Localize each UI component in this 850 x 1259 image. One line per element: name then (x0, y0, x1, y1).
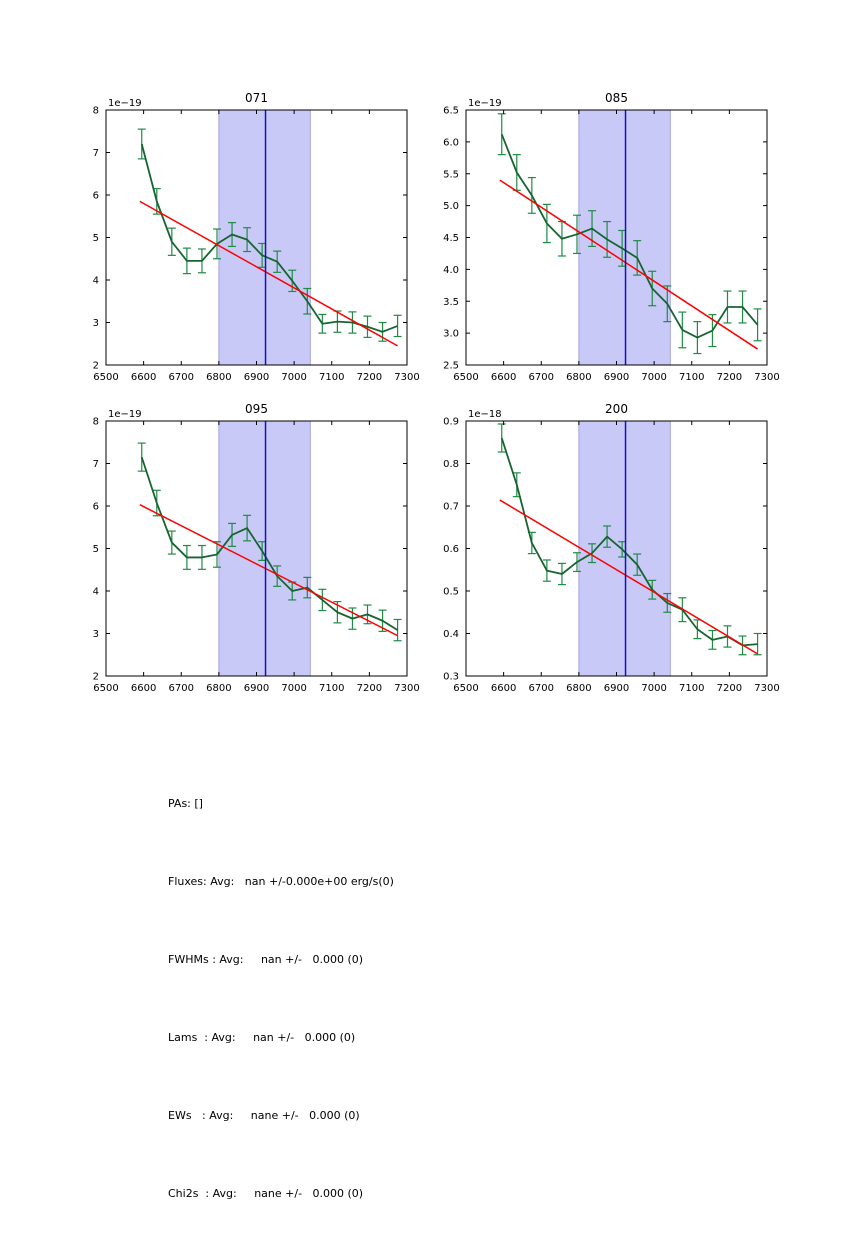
x-tick-label: 6800 (206, 372, 232, 383)
y-tick-label: 4.5 (443, 233, 459, 244)
x-tick-label: 7200 (716, 683, 743, 694)
y-tick-label: 0.9 (443, 416, 459, 428)
y-tick-labels (93, 417, 99, 683)
y-tick-label: 6.0 (443, 137, 459, 149)
x-tick-label: 7300 (754, 683, 780, 694)
stats-ews: EWs : Avg: nane +/- 0.000 (0) (168, 1109, 360, 1122)
y-axis-offset-label: 1e−18 (468, 409, 502, 420)
x-tick-label: 6700 (168, 372, 194, 383)
x-tick-label: 6800 (566, 372, 592, 383)
subplot-title: 200 (605, 402, 628, 416)
x-tick-labels (93, 683, 419, 694)
y-tick-label: 0.8 (443, 459, 459, 470)
y-tick-label: 7 (92, 148, 99, 159)
x-tick-label: 6500 (93, 683, 119, 694)
y-tick-label: 2 (92, 360, 99, 372)
stats-fwhms: FWHMs : Avg: nan +/- 0.000 (0) (168, 953, 364, 966)
y-tick-label: 3 (92, 629, 99, 640)
x-tick-label: 7000 (281, 372, 307, 383)
y-tick-labels (93, 106, 99, 372)
x-tick-label: 6900 (243, 372, 270, 383)
y-tick-label: 2 (92, 671, 99, 683)
y-tick-label: 5 (92, 544, 99, 555)
x-tick-label: 6900 (603, 372, 630, 383)
y-tick-label: 3.0 (443, 328, 459, 340)
y-tick-label: 5 (92, 233, 99, 244)
x-tick-label: 7000 (641, 683, 667, 694)
y-tick-label: 8 (92, 416, 99, 428)
x-tick-label: 7200 (356, 372, 383, 383)
subplot-200 (443, 402, 780, 694)
y-axis-offset-label: 1e−19 (468, 98, 502, 109)
y-axis-offset-label: 1e−19 (108, 98, 142, 109)
x-tick-label: 7200 (716, 372, 743, 383)
x-tick-label: 6500 (93, 372, 119, 383)
x-tick-label: 7300 (754, 372, 780, 383)
y-tick-label: 8 (92, 105, 99, 117)
x-tick-label: 7300 (394, 683, 420, 694)
y-tick-label: 6 (92, 501, 99, 513)
x-tick-label: 6800 (566, 683, 592, 694)
stats-lams: Lams : Avg: nan +/- 0.000 (0) (168, 1031, 356, 1044)
x-tick-label: 7100 (319, 372, 345, 383)
x-tick-labels (453, 683, 779, 694)
x-tick-label: 7000 (281, 683, 307, 694)
x-tick-label: 6600 (130, 683, 157, 694)
x-tick-label: 7100 (679, 372, 705, 383)
subplot-title: 085 (605, 91, 628, 105)
y-axis-offset-label: 1e−19 (108, 409, 142, 420)
x-tick-label: 6500 (453, 372, 479, 383)
x-tick-label: 7300 (394, 372, 420, 383)
y-tick-label: 2.5 (443, 360, 459, 372)
stats-chi2s: Chi2s : Avg: nane +/- 0.000 (0) (168, 1187, 364, 1200)
y-tick-label: 5.0 (443, 201, 459, 213)
y-tick-labels (443, 106, 459, 372)
x-tick-label: 6700 (528, 683, 554, 694)
stats-pas: PAs: [] (168, 797, 203, 810)
x-tick-label: 6500 (453, 683, 479, 694)
y-tick-label: 0.3 (443, 671, 459, 683)
y-tick-label: 0.4 (443, 629, 459, 640)
subplot-title: 095 (245, 402, 268, 416)
x-tick-labels (93, 372, 419, 383)
stats-fluxes: Fluxes: Avg: nan +/-0.000e+00 erg/s(0) (168, 875, 394, 888)
y-tick-label: 0.7 (443, 501, 459, 513)
subplot-085 (443, 91, 780, 383)
x-tick-label: 7200 (356, 683, 383, 694)
selection-band (219, 421, 310, 676)
x-tick-label: 6900 (603, 683, 630, 694)
x-tick-label: 6700 (528, 372, 554, 383)
x-tick-label: 6600 (490, 372, 517, 383)
stats-block (168, 739, 394, 1259)
y-tick-label: 5.5 (443, 169, 459, 181)
x-tick-label: 6600 (490, 683, 517, 694)
x-tick-label: 6600 (130, 372, 157, 383)
x-tick-labels (453, 372, 779, 383)
y-tick-label: 6 (92, 190, 99, 202)
y-tick-labels (443, 417, 459, 683)
x-tick-label: 7000 (641, 372, 667, 383)
x-tick-label: 7100 (679, 683, 705, 694)
x-tick-label: 6700 (168, 683, 194, 694)
y-tick-label: 7 (92, 459, 99, 470)
x-tick-label: 6800 (206, 683, 232, 694)
y-tick-label: 4 (92, 586, 99, 598)
y-tick-label: 4 (92, 275, 99, 287)
y-tick-label: 0.6 (443, 544, 459, 555)
y-tick-label: 3 (92, 318, 99, 329)
y-tick-label: 6.5 (443, 105, 459, 117)
subplot-071 (93, 91, 420, 383)
y-tick-label: 3.5 (443, 296, 459, 308)
x-tick-label: 7100 (319, 683, 345, 694)
y-tick-label: 0.5 (443, 586, 459, 598)
subplot-095 (93, 402, 420, 694)
x-tick-label: 6900 (243, 683, 270, 694)
subplot-title: 071 (245, 91, 268, 105)
y-tick-label: 4.0 (443, 264, 459, 276)
